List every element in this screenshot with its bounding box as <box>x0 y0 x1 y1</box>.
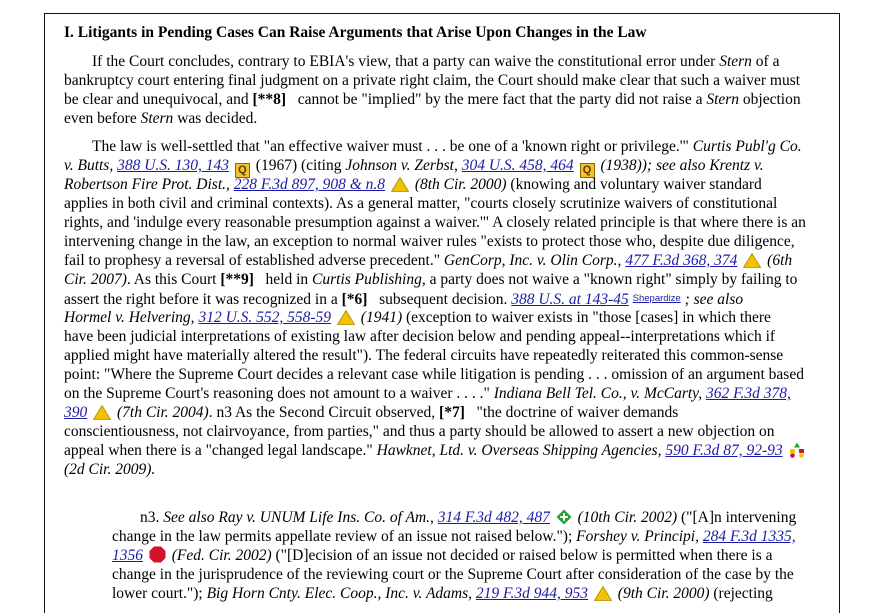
caution-signal-icon[interactable] <box>743 253 761 268</box>
para2-line <box>64 308 771 327</box>
caution-signal-icon[interactable] <box>391 177 409 192</box>
citation-link[interactable]: 388 U.S. at 143-45 <box>511 291 629 308</box>
para2-line <box>64 289 743 309</box>
text: See also Ray v. UNUM Life Ins. Co. of Am., <box>163 509 438 526</box>
caution-signal-icon[interactable] <box>93 405 111 420</box>
footnote-line <box>112 527 796 546</box>
text: "the doctrine of waiver demands <box>476 404 679 421</box>
positive-signal-icon[interactable] <box>556 509 572 525</box>
para2-line <box>64 403 678 422</box>
page-marker: [*7] <box>439 404 465 421</box>
question-signal-icon[interactable]: Q <box>235 163 250 178</box>
para1-line: bankruptcy court entering final judgment on a private right claim, the Court should make clear that such a waiver must <box>64 72 801 89</box>
text: . n3 As the Second Circuit observed, <box>208 404 440 421</box>
text: GenCorp, Inc. v. Olin Corp., <box>443 252 626 269</box>
para2-line <box>64 460 155 479</box>
analysis-signal-icon[interactable] <box>788 442 806 458</box>
footnote-line <box>112 584 773 603</box>
para1-line <box>64 109 257 128</box>
para2-line: have been judicial interpretations of existing law after decision below and pending appeal--interpretations which if <box>64 328 776 345</box>
para2-line <box>64 251 792 270</box>
footnote-line <box>112 546 773 565</box>
document-page <box>44 13 840 613</box>
text: held in <box>265 271 313 288</box>
text: (7th Cir. 2004) <box>117 404 209 421</box>
text: fail to prophesy a reversal of established adverse precedent." <box>64 252 444 269</box>
text: ("[A]n intervening <box>677 509 797 526</box>
text: change in the law permits appellate review of an issue not raised below."); <box>112 528 577 545</box>
text: (10th Cir. 2002) <box>577 509 678 526</box>
text: Big Horn Cnty. Elec. Coop., Inc. v. Adams, <box>206 585 476 602</box>
para2-line: rights, and 'indulge every reasonable presumption against a waiver.'" A closely related principle is that where there is an <box>64 214 806 231</box>
text: Forshey v. Principi, <box>576 528 703 545</box>
text: of a <box>751 53 780 70</box>
text: ("[D]ecision of an issue not decided or raised below is permitted when there is a <box>271 547 773 564</box>
para2-line: intervening change in the law, an exception to normal waiver rules "exists to protect those who, despite due diligence, <box>64 233 795 250</box>
text: (exception to waiver exists in "those [cases] in which there <box>402 309 771 326</box>
text: (1938)); see also Krentz v. <box>600 157 764 174</box>
para2-line <box>64 384 791 403</box>
text: Robertson Fire Prot. Dist., <box>64 176 234 193</box>
para2-line: point: "Where the Supreme Court decides a relevant case while litigation is pending . . . omission of an argument based <box>64 366 804 383</box>
text: on the Supreme Court's reasoning does not amount to a waiver . . . ." <box>64 385 494 402</box>
text: lower court."); <box>112 585 207 602</box>
para2-line <box>64 270 797 289</box>
text: appeal when there is a "changed legal landscape." <box>64 442 377 459</box>
para2-line <box>64 175 762 194</box>
text: (1941) <box>360 309 403 326</box>
text: be clear and unequivocal, and <box>64 91 253 108</box>
text: subsequent decision. <box>379 291 512 308</box>
citation-link[interactable]: 219 F.3d 944, 953 <box>475 585 589 602</box>
para1-line <box>92 52 779 71</box>
citation-link[interactable]: 390 <box>64 404 88 421</box>
text: assert the right before it was recognized in a <box>64 291 342 308</box>
text: (Fed. Cir. 2002) <box>171 547 272 564</box>
text: (1967) (citing <box>255 157 346 174</box>
text: Stern <box>140 110 174 127</box>
text: (rejecting <box>709 585 773 602</box>
text: Hormel v. Helvering, <box>64 309 199 326</box>
citation-link[interactable]: 388 U.S. 130, 143 <box>117 157 230 174</box>
para2-line <box>92 137 802 156</box>
text: v. Butts, <box>64 157 118 174</box>
para2-line <box>64 441 808 460</box>
text: Stern <box>706 91 740 108</box>
page-marker: [**8] <box>252 91 287 108</box>
text: even before <box>64 110 141 127</box>
question-signal-icon[interactable]: Q <box>580 163 595 178</box>
text: Stern <box>719 53 752 70</box>
citation-link[interactable]: 228 F.3d 897, 908 & n.8 <box>233 176 386 193</box>
negative-signal-icon[interactable] <box>149 546 166 563</box>
text: (9th Cir. 2000) <box>617 585 710 602</box>
text: ; see also <box>684 291 744 308</box>
text: was decided. <box>173 110 258 127</box>
citation-link[interactable]: 1356 <box>112 547 143 564</box>
text: objection <box>739 91 801 108</box>
text: The law is well-settled that "an effective waiver must . . . be one of a 'known right or privilege.'" <box>92 138 693 155</box>
page-marker: [*6] <box>341 291 368 308</box>
citation-link[interactable]: 590 F.3d 87, 92-93 <box>665 442 783 459</box>
citation-link[interactable]: 314 F.3d 482, 487 <box>437 509 550 526</box>
footnote-number: n3. <box>140 509 164 526</box>
citation-link[interactable]: 477 F.3d 368, 374 <box>625 252 738 269</box>
para1-line <box>64 90 801 109</box>
text: (6th <box>767 252 793 269</box>
para2-line: applied might have materially altered the result"). The federal circuits have repeatedly reiterated this common-sense <box>64 347 784 364</box>
para2-line: applies in both civil and criminal contexts). As a general matter, "courts closely scrutinize waivers of constitutional <box>64 195 778 212</box>
text: (knowing and voluntary waiver standard <box>506 176 762 193</box>
text: Cir. 2007) <box>64 271 127 288</box>
text: If the Court concludes, contrary to EBIA's view, that a party can waive the constitutional error under <box>92 53 720 70</box>
text: (2d Cir. 2009). <box>64 461 156 478</box>
citation-link[interactable]: 312 U.S. 552, 558-59 <box>198 309 332 326</box>
text: Curtis Publ'g Co. <box>692 138 802 155</box>
citation-link[interactable]: 362 F.3d 378, <box>705 385 791 402</box>
text: Johnson v. Zerbst, <box>345 157 462 174</box>
page-marker: [**9] <box>220 271 254 288</box>
citation-link[interactable]: 304 U.S. 458, 464 <box>461 157 574 174</box>
para2-line: conscientiousness, not clairvoyance, from parties," and thus a party should be allowed to assert a new objection on <box>64 423 775 440</box>
text: Hawknet, Ltd. v. Overseas Shipping Agencies, <box>376 442 666 459</box>
text: Curtis Publishing <box>312 271 422 288</box>
footnote-line <box>140 508 796 527</box>
text: . As this Court <box>126 271 221 288</box>
footnote-line: change in the jurisprudence of the reviewing court or the Supreme Court after consideration of the case by the <box>112 566 794 583</box>
citation-link[interactable]: 284 F.3d 1335, <box>702 528 796 545</box>
text: (8th Cir. 2000) <box>414 176 507 193</box>
text: cannot be "implied" by the mere fact that the party did not raise a <box>297 91 707 108</box>
section-heading: I. Litigants in Pending Cases Can Raise Arguments that Arise Upon Changes in the Law <box>64 24 647 41</box>
caution-signal-icon[interactable] <box>337 310 355 325</box>
text: , a party does not waive a "known right" simply by failing to <box>421 271 798 288</box>
text: Indiana Bell Tel. Co., v. McCarty, <box>493 385 706 402</box>
shepardize-link[interactable]: Shepardize <box>632 293 681 304</box>
